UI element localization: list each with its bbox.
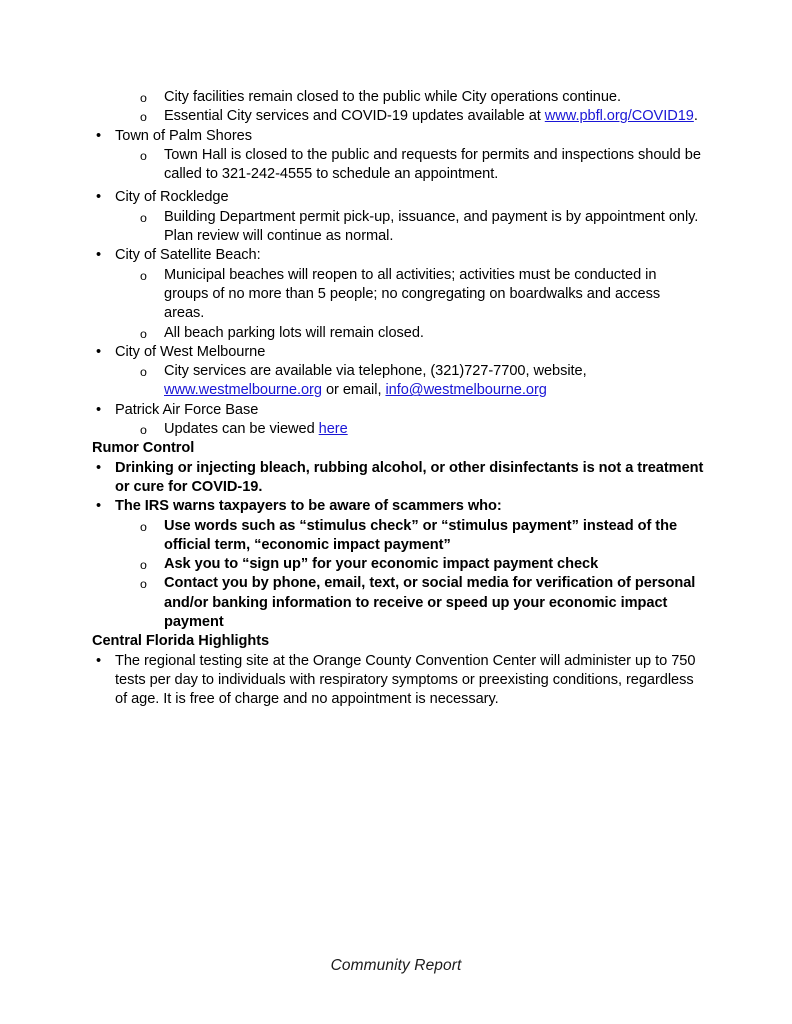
list-item-section-title <box>92 188 704 207</box>
list-item <box>92 459 704 498</box>
list-item-text: The IRS warns taxpayers to be aware of scammers who: <box>115 498 502 515</box>
list-item-text: Town Hall is closed to the public and requests for permits and inspections should be called to 321-242-4555 to schedule an appointment. <box>164 146 701 183</box>
bullet-circle-icon: o <box>140 558 147 573</box>
bullet-circle-icon: o <box>140 577 147 592</box>
westmelbourne-email-link[interactable]: info@westmelbourne.org <box>385 382 547 399</box>
list-item-text: Ask you to “sign up” for your economic impact payment check <box>164 556 599 573</box>
section-heading-rumor-control: Rumor Control <box>92 440 195 457</box>
list-item-section-title <box>92 246 704 265</box>
bullet-circle-icon: o <box>140 519 147 534</box>
bullet-dot-icon: • <box>96 189 102 206</box>
bullet-circle-icon: o <box>140 148 147 163</box>
list-item <box>92 652 704 710</box>
section-title-text: Town of Palm Shores <box>115 127 252 144</box>
bullet-dot-icon: • <box>96 343 102 360</box>
bullet-dot-icon: • <box>96 127 102 144</box>
section-heading-central-florida: Central Florida Highlights <box>92 633 270 650</box>
section-title-text: City of Rockledge <box>115 189 229 206</box>
list-item <box>92 107 704 126</box>
list-item-text <box>164 107 704 126</box>
bullet-circle-icon: o <box>140 365 147 380</box>
bullet-dot-icon: • <box>96 459 102 476</box>
list-item <box>92 420 704 439</box>
list-item <box>92 266 704 324</box>
list-item-section-title <box>92 401 704 420</box>
bullet-circle-icon: o <box>140 210 147 225</box>
pbfl-covid19-link[interactable]: www.pbfl.org/COVID19 <box>544 108 694 125</box>
list-item-text <box>164 362 704 401</box>
section-title-text: City of Satellite Beach: <box>115 247 261 264</box>
list-item <box>92 517 704 556</box>
document-body <box>92 88 704 710</box>
patrick-afb-updates-link[interactable]: here <box>318 421 348 438</box>
list-item <box>92 574 704 632</box>
list-item-text: Municipal beaches will reopen to all activities; activities must be conducted in groups of no more than 5 people; no congregating on boardwalks and access areas. <box>164 266 661 322</box>
list-item-section-title <box>92 343 704 362</box>
list-item-text: Use words such as “stimulus check” or “stimulus payment” instead of the official term, “economic impact payment” <box>164 517 678 553</box>
bullet-circle-icon: o <box>140 423 147 438</box>
westmelbourne-website-link[interactable]: www.westmelbourne.org <box>164 382 322 399</box>
list-item <box>92 324 704 343</box>
list-item-text: Building Department permit pick-up, issuance, and payment is by appointment only. Plan review will continue as normal. <box>164 208 699 245</box>
list-item-text: The regional testing site at the Orange County Convention Center will administer up to 750 tests per day to individuals with respiratory symptoms or preexisting conditions, regardless of age. It is free of charge and no appointment is necessary. <box>115 652 696 708</box>
text-after-link: . <box>693 108 698 125</box>
bullet-dot-icon: • <box>96 498 102 515</box>
bullet-circle-icon: o <box>140 326 147 341</box>
text-between-links: or email, <box>321 382 386 399</box>
list-item <box>92 555 704 574</box>
list-item-section-title <box>92 127 704 146</box>
list-item-text: Contact you by phone, email, text, or social media for verification of personal and/or banking information to receive or speed up your economic impact payment <box>164 575 696 631</box>
text-before-link: Essential City services and COVID-19 updates available at <box>164 108 545 125</box>
text-before-link: Updates can be viewed <box>164 421 319 438</box>
list-item-text <box>164 420 704 439</box>
bullet-dot-icon: • <box>96 401 102 418</box>
section-title-text: City of West Melbourne <box>115 343 266 360</box>
list-item-text: City facilities remain closed to the public while City operations continue. <box>164 89 621 105</box>
bullet-dot-icon: • <box>96 247 102 264</box>
list-item <box>92 146 704 185</box>
text-before-link: City services are available via telephone, (321)727-7700, website, <box>164 363 587 380</box>
bullet-circle-icon: o <box>140 268 147 283</box>
list-item-text: All beach parking lots will remain closed. <box>164 324 424 341</box>
bullet-dot-icon: • <box>96 652 102 669</box>
page-footer: Community Report <box>330 957 462 974</box>
bullet-circle-icon: o <box>140 110 147 125</box>
section-title-text: Patrick Air Force Base <box>115 401 259 418</box>
bullet-circle-icon: o <box>140 91 147 105</box>
list-item <box>92 88 704 107</box>
list-item-text: Drinking or injecting bleach, rubbing alcohol, or other disinfectants is not a treatment or cure for COVID-19. <box>115 459 704 495</box>
list-item <box>92 362 704 401</box>
list-item <box>92 208 704 247</box>
list-item <box>92 497 704 516</box>
